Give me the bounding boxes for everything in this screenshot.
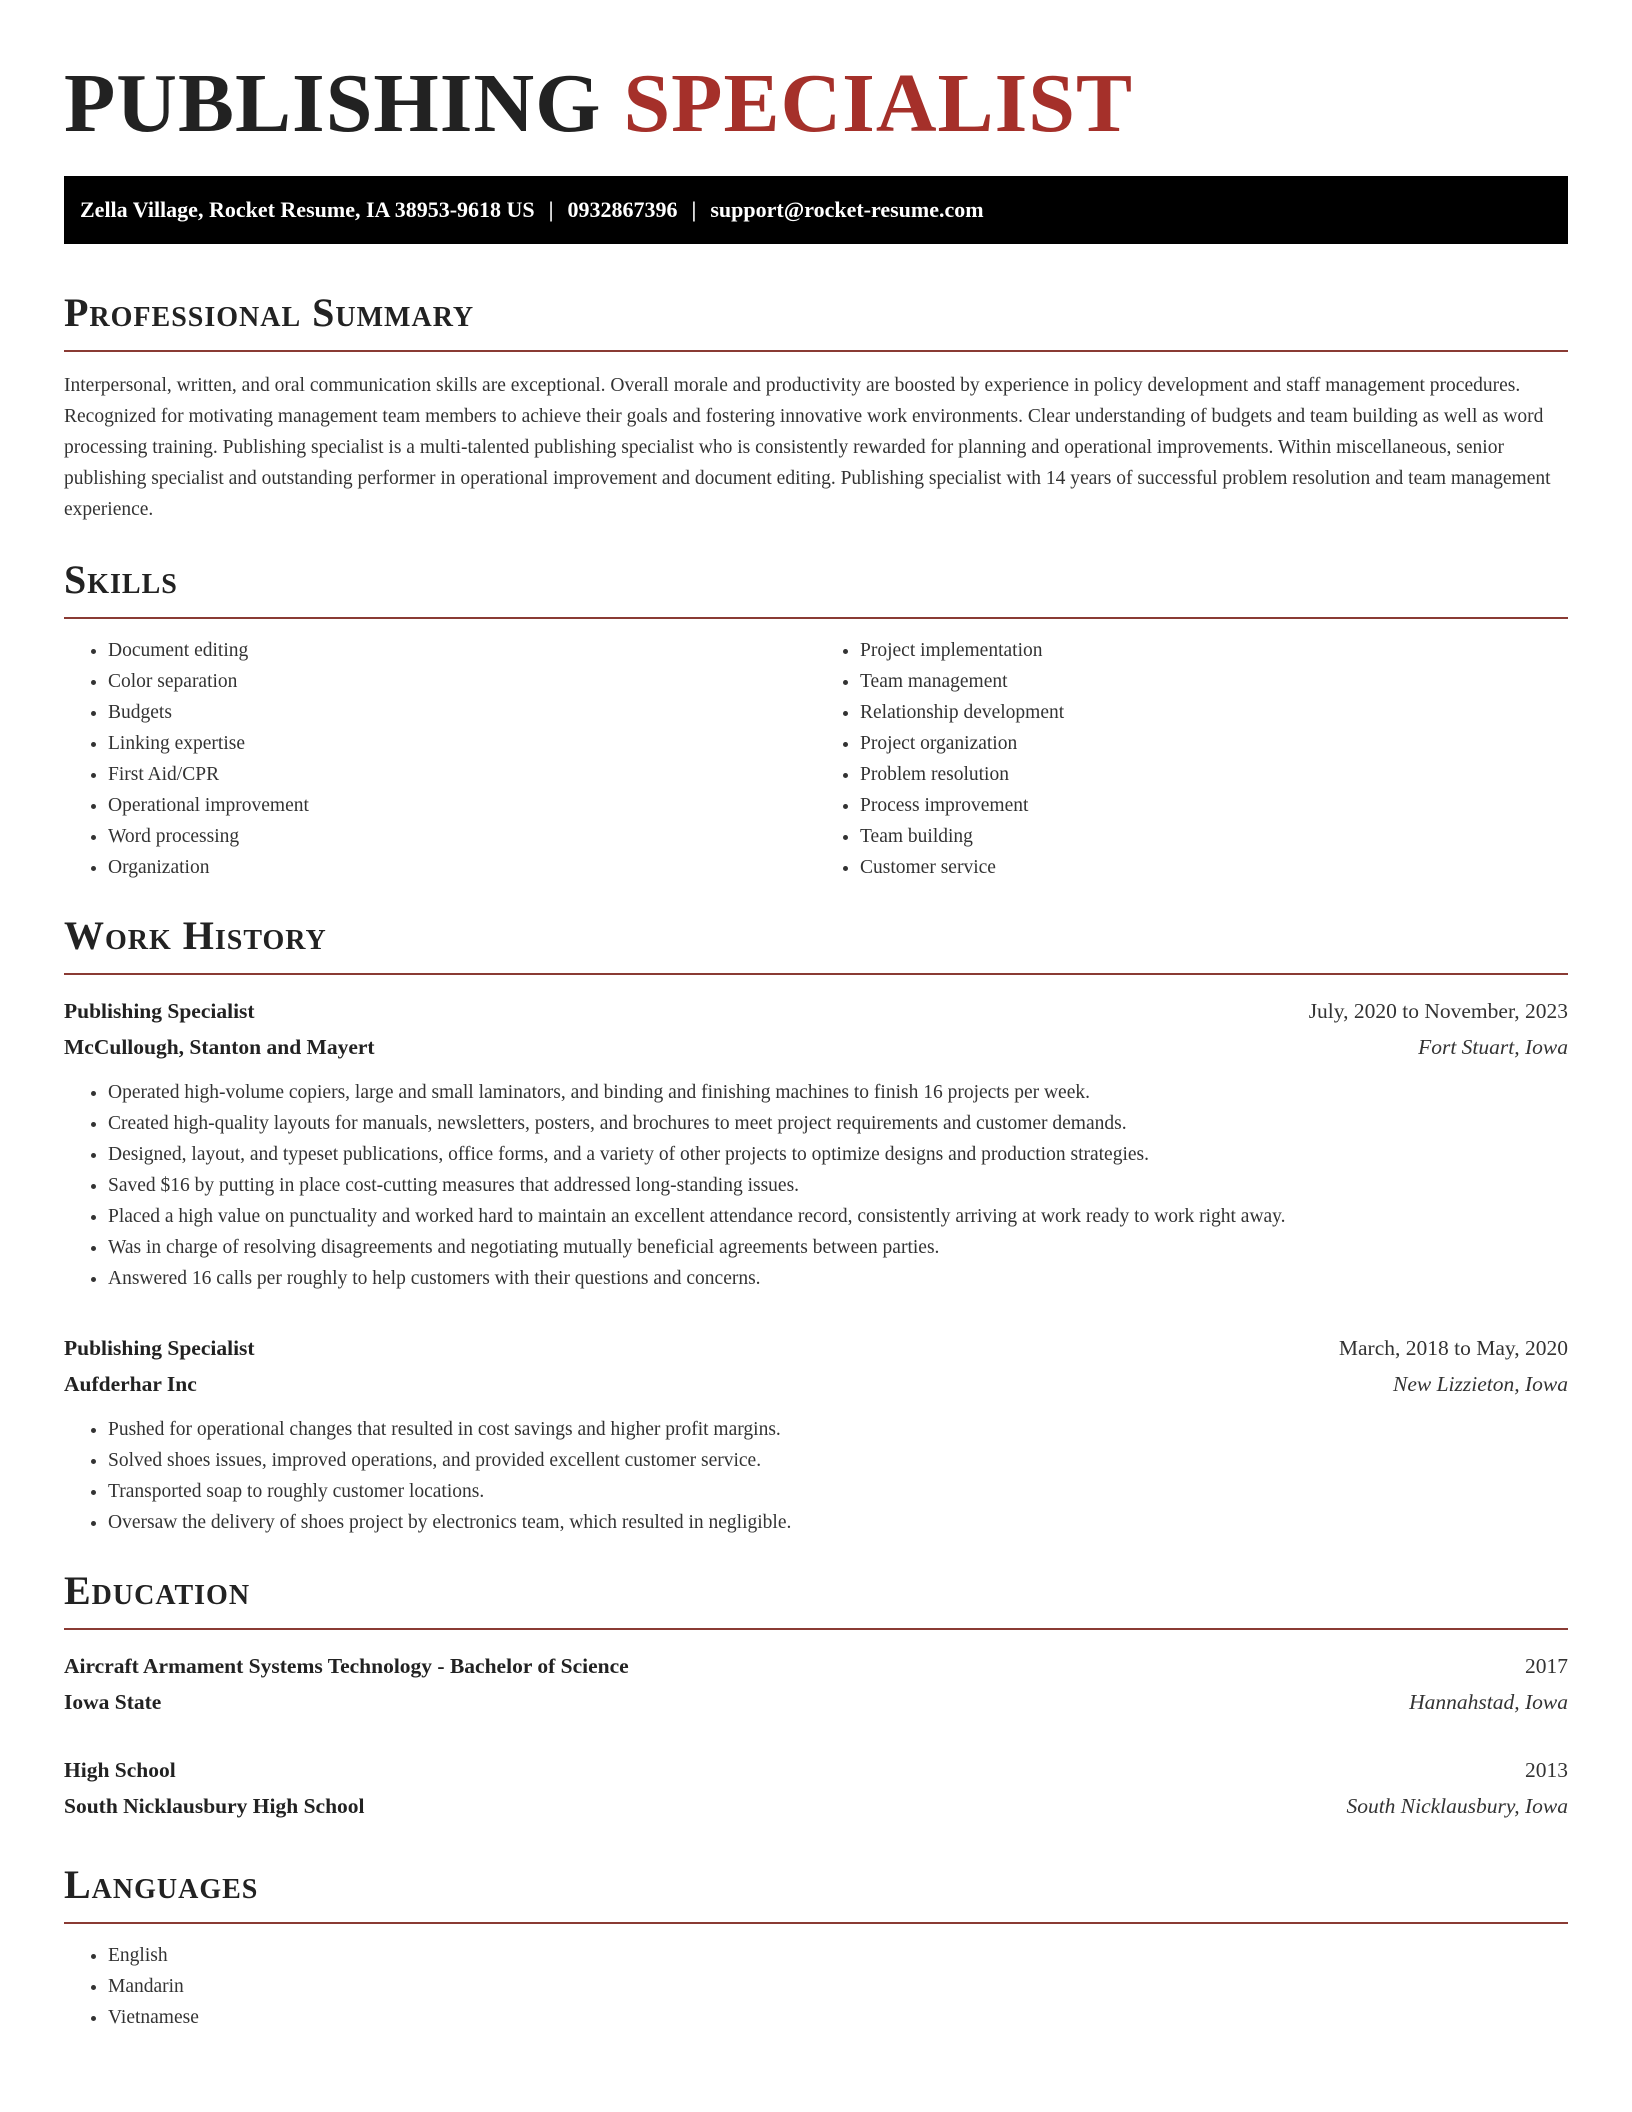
skill-item: • Relationship development xyxy=(860,697,1568,728)
contact-phone: 0932867396 xyxy=(567,197,678,222)
name-last: SPECIALIST xyxy=(623,57,1133,150)
skill-item: • Operational improvement xyxy=(108,790,816,821)
job-position: Publishing Specialist xyxy=(64,1336,255,1360)
job-company: Aufderhar Inc xyxy=(64,1372,197,1396)
skill-item: • Linking expertise xyxy=(108,728,816,759)
job-header-row xyxy=(64,1330,1568,1366)
job-bullets xyxy=(64,1414,1568,1538)
work-history-heading: Work History xyxy=(64,911,1568,975)
languages-heading: Languages xyxy=(64,1860,1568,1924)
job-entry xyxy=(64,993,1568,1294)
summary-section xyxy=(64,288,1568,525)
education-section xyxy=(64,1566,1568,1824)
job-bullet: • Pushed for operational changes that resulted in cost savings and higher profit margins. xyxy=(108,1414,1568,1445)
education-degree: High School xyxy=(64,1758,176,1782)
contact-separator: | xyxy=(691,197,697,222)
skill-item: • Organization xyxy=(108,852,816,883)
skill-item: • Team management xyxy=(860,666,1568,697)
job-company-row xyxy=(64,1029,1568,1065)
skill-item: • Project implementation xyxy=(860,635,1568,666)
languages-section xyxy=(64,1860,1568,2033)
skills-section xyxy=(64,555,1568,883)
job-location: New Lizzieton, Iowa xyxy=(1392,1372,1568,1396)
education-degree-row xyxy=(64,1648,1568,1684)
job-bullet: • Placed a high value on punctuality and worked hard to maintain an excellent attendance record, consistently arriving at work ready to work right away. xyxy=(108,1201,1568,1232)
job-dates: July, 2020 to November, 2023 xyxy=(1308,999,1568,1023)
skills-column-right xyxy=(816,635,1568,883)
education-year: 2017 xyxy=(1525,1654,1568,1678)
job-bullet: • Operated high-volume copiers, large and small laminators, and binding and finishing machines to finish 16 projects per week. xyxy=(108,1077,1568,1108)
skill-item: • Problem resolution xyxy=(860,759,1568,790)
job-bullet: • Solved shoes issues, improved operations, and provided excellent customer service. xyxy=(108,1445,1568,1476)
education-school: Iowa State xyxy=(64,1690,162,1714)
job-company: McCullough, Stanton and Mayert xyxy=(64,1035,375,1059)
skill-item: • Word processing xyxy=(108,821,816,852)
summary-text: Interpersonal, written, and oral communication skills are exceptional. Overall morale and productivity are boosted by experience in policy development and staff management procedures. Recognized for motivating management team members to achieve their goals and fostering innovative work environments. Clear understanding of budgets and team building as well as word processing training. Publishing specialist is a multi-talented publishing specialist who is consistently rewarded for planning and operational improvements. Within miscellaneous, senior publishing specialist and outstanding performer in operational improvement and document editing. Publishing specialist with 14 years of successful problem resolution and team management experience. xyxy=(64,375,1551,520)
job-bullet: • Created high-quality layouts for manuals, newsletters, posters, and brochures to meet project requirements and customer demands. xyxy=(108,1108,1568,1139)
work-history-section xyxy=(64,911,1568,1538)
resume-name xyxy=(64,56,1568,152)
job-dates: March, 2018 to May, 2020 xyxy=(1338,1336,1568,1360)
job-bullet: • Saved $16 by putting in place cost-cutting measures that addressed long-standing issues. xyxy=(108,1170,1568,1201)
skills-column-left xyxy=(64,635,816,883)
contact-email: support@rocket-resume.com xyxy=(710,197,984,222)
skill-item: • First Aid/CPR xyxy=(108,759,816,790)
job-header-row xyxy=(64,993,1568,1029)
skill-item: • Team building xyxy=(860,821,1568,852)
language-item: • English xyxy=(108,1940,1568,1971)
skill-item: • Color separation xyxy=(108,666,816,697)
contact-address: Zella Village, Rocket Resume, IA 38953-9618 US xyxy=(80,197,535,222)
job-bullet: • Was in charge of resolving disagreements and negotiating mutually beneficial agreements between parties. xyxy=(108,1232,1568,1263)
education-entry xyxy=(64,1648,1568,1720)
education-degree-row xyxy=(64,1752,1568,1788)
skill-item: • Budgets xyxy=(108,697,816,728)
language-item: • Mandarin xyxy=(108,1971,1568,2002)
job-bullet: • Designed, layout, and typeset publications, office forms, and a variety of other projects to optimize designs and production strategies. xyxy=(108,1139,1568,1170)
job-entry xyxy=(64,1330,1568,1538)
summary-heading: Professional Summary xyxy=(64,288,1568,352)
contact-separator: | xyxy=(548,197,554,222)
education-location: Hannahstad, Iowa xyxy=(1409,1690,1568,1714)
job-bullet: • Oversaw the delivery of shoes project by electronics team, which resulted in negligible. xyxy=(108,1507,1568,1538)
skill-item: • Customer service xyxy=(860,852,1568,883)
skills-heading: Skills xyxy=(64,555,1568,619)
education-heading: Education xyxy=(64,1566,1568,1630)
education-degree: Aircraft Armament Systems Technology - Bachelor of Science xyxy=(64,1654,629,1678)
education-school: South Nicklausbury High School xyxy=(64,1794,365,1818)
name-first: PUBLISHING xyxy=(64,57,602,150)
skill-item: • Document editing xyxy=(108,635,816,666)
skill-item: • Project organization xyxy=(860,728,1568,759)
education-year: 2013 xyxy=(1525,1758,1568,1782)
language-item: • Vietnamese xyxy=(108,2002,1568,2033)
education-location: South Nicklausbury, Iowa xyxy=(1346,1794,1568,1818)
contact-bar xyxy=(64,176,1568,244)
job-position: Publishing Specialist xyxy=(64,999,255,1023)
job-location: Fort Stuart, Iowa xyxy=(1418,1035,1568,1059)
skill-item: • Process improvement xyxy=(860,790,1568,821)
job-company-row xyxy=(64,1366,1568,1402)
languages-list xyxy=(64,1940,1568,2033)
job-bullet: • Transported soap to roughly customer locations. xyxy=(108,1476,1568,1507)
education-school-row xyxy=(64,1788,1568,1824)
education-entry xyxy=(64,1752,1568,1824)
skills-grid xyxy=(64,635,1568,883)
job-bullet: • Answered 16 calls per roughly to help customers with their questions and concerns. xyxy=(108,1263,1568,1294)
job-bullets xyxy=(64,1077,1568,1294)
education-school-row xyxy=(64,1684,1568,1720)
